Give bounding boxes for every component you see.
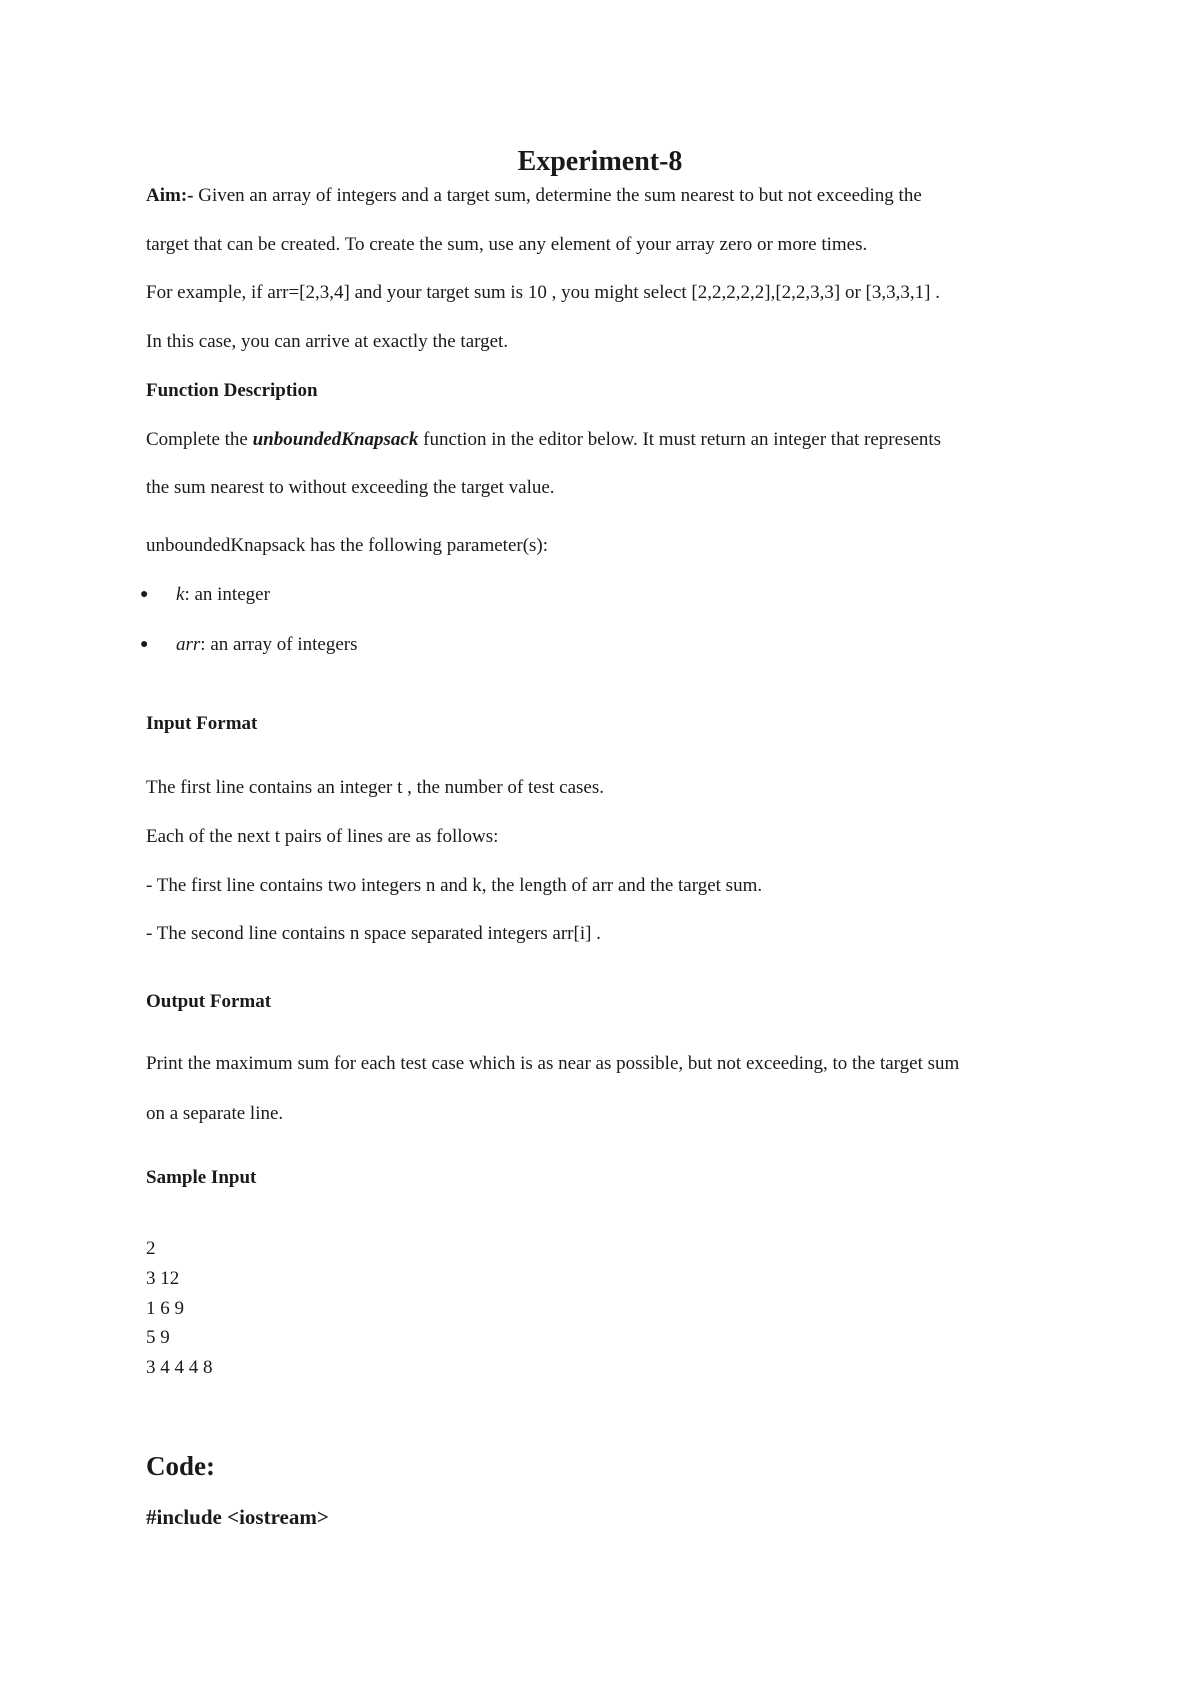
input-format-line-3: - The first line contains two integers n and k, the length of arr and the target sum. xyxy=(146,875,763,896)
input-format-line-2: Each of the next t pairs of lines are as follows: xyxy=(146,826,499,847)
bullet-dot: ● xyxy=(140,637,149,652)
bullet-dot: ● xyxy=(140,587,149,602)
code-first-line: #include <iostream> xyxy=(146,1505,329,1529)
input-format-line-1: The first line contains an integer t , the number of test cases. xyxy=(146,777,604,798)
param-desc-k: : an integer xyxy=(184,584,270,605)
aim-text-1: Given an array of integers and a target sum, determine the sum nearest to but not exceeding the xyxy=(193,185,922,206)
output-format-line-1: Print the maximum sum for each test case which is as near as possible, but not exceeding, to the target sum xyxy=(146,1053,960,1074)
sample-input-line-4: 5 9 xyxy=(146,1327,170,1348)
function-name: unboundedKnapsack xyxy=(252,429,419,450)
function-description-heading: Function Description xyxy=(146,380,318,401)
param-name-arr: arr xyxy=(176,634,201,655)
sample-input-line-3: 1 6 9 xyxy=(146,1298,184,1319)
param-name-k: k xyxy=(176,584,185,605)
function-description-line-2: the sum nearest to without exceeding the target value. xyxy=(146,477,555,498)
aim-label: Aim:- xyxy=(146,185,194,206)
sample-input-line-5: 3 4 4 4 8 xyxy=(146,1357,213,1378)
example-line-1: For example, if arr=[2,3,4] and your target sum is 10 , you might select [2,2,2,2,2],[2,2,3,3] or [3,3,3,1] . xyxy=(146,282,940,303)
output-format-line-2: on a separate line. xyxy=(146,1103,284,1124)
param-desc-arr: : an array of integers xyxy=(200,634,358,655)
input-format-heading: Input Format xyxy=(146,713,258,734)
function-description-pre: Complete the xyxy=(146,429,253,450)
code-heading: Code: xyxy=(146,1451,215,1481)
sample-input-line-2: 3 12 xyxy=(146,1268,180,1289)
aim-line-2: target that can be created. To create the sum, use any element of your array zero or more times. xyxy=(146,234,868,255)
function-description-post: function in the editor below. It must return an integer that represents xyxy=(418,429,942,450)
param-item-arr xyxy=(176,633,358,657)
page-title: Experiment-8 xyxy=(517,146,683,177)
example-line-2: In this case, you can arrive at exactly the target. xyxy=(146,331,509,352)
output-format-heading: Output Format xyxy=(146,991,272,1012)
param-item-k xyxy=(176,583,270,607)
aim-line-1 xyxy=(146,184,922,208)
params-intro: unboundedKnapsack has the following parameter(s): xyxy=(146,535,549,556)
function-description-line-1 xyxy=(146,428,941,452)
sample-input-heading: Sample Input xyxy=(146,1167,257,1188)
input-format-line-4: - The second line contains n space separated integers arr[i] . xyxy=(146,923,601,944)
sample-input-line-1: 2 xyxy=(146,1238,156,1259)
